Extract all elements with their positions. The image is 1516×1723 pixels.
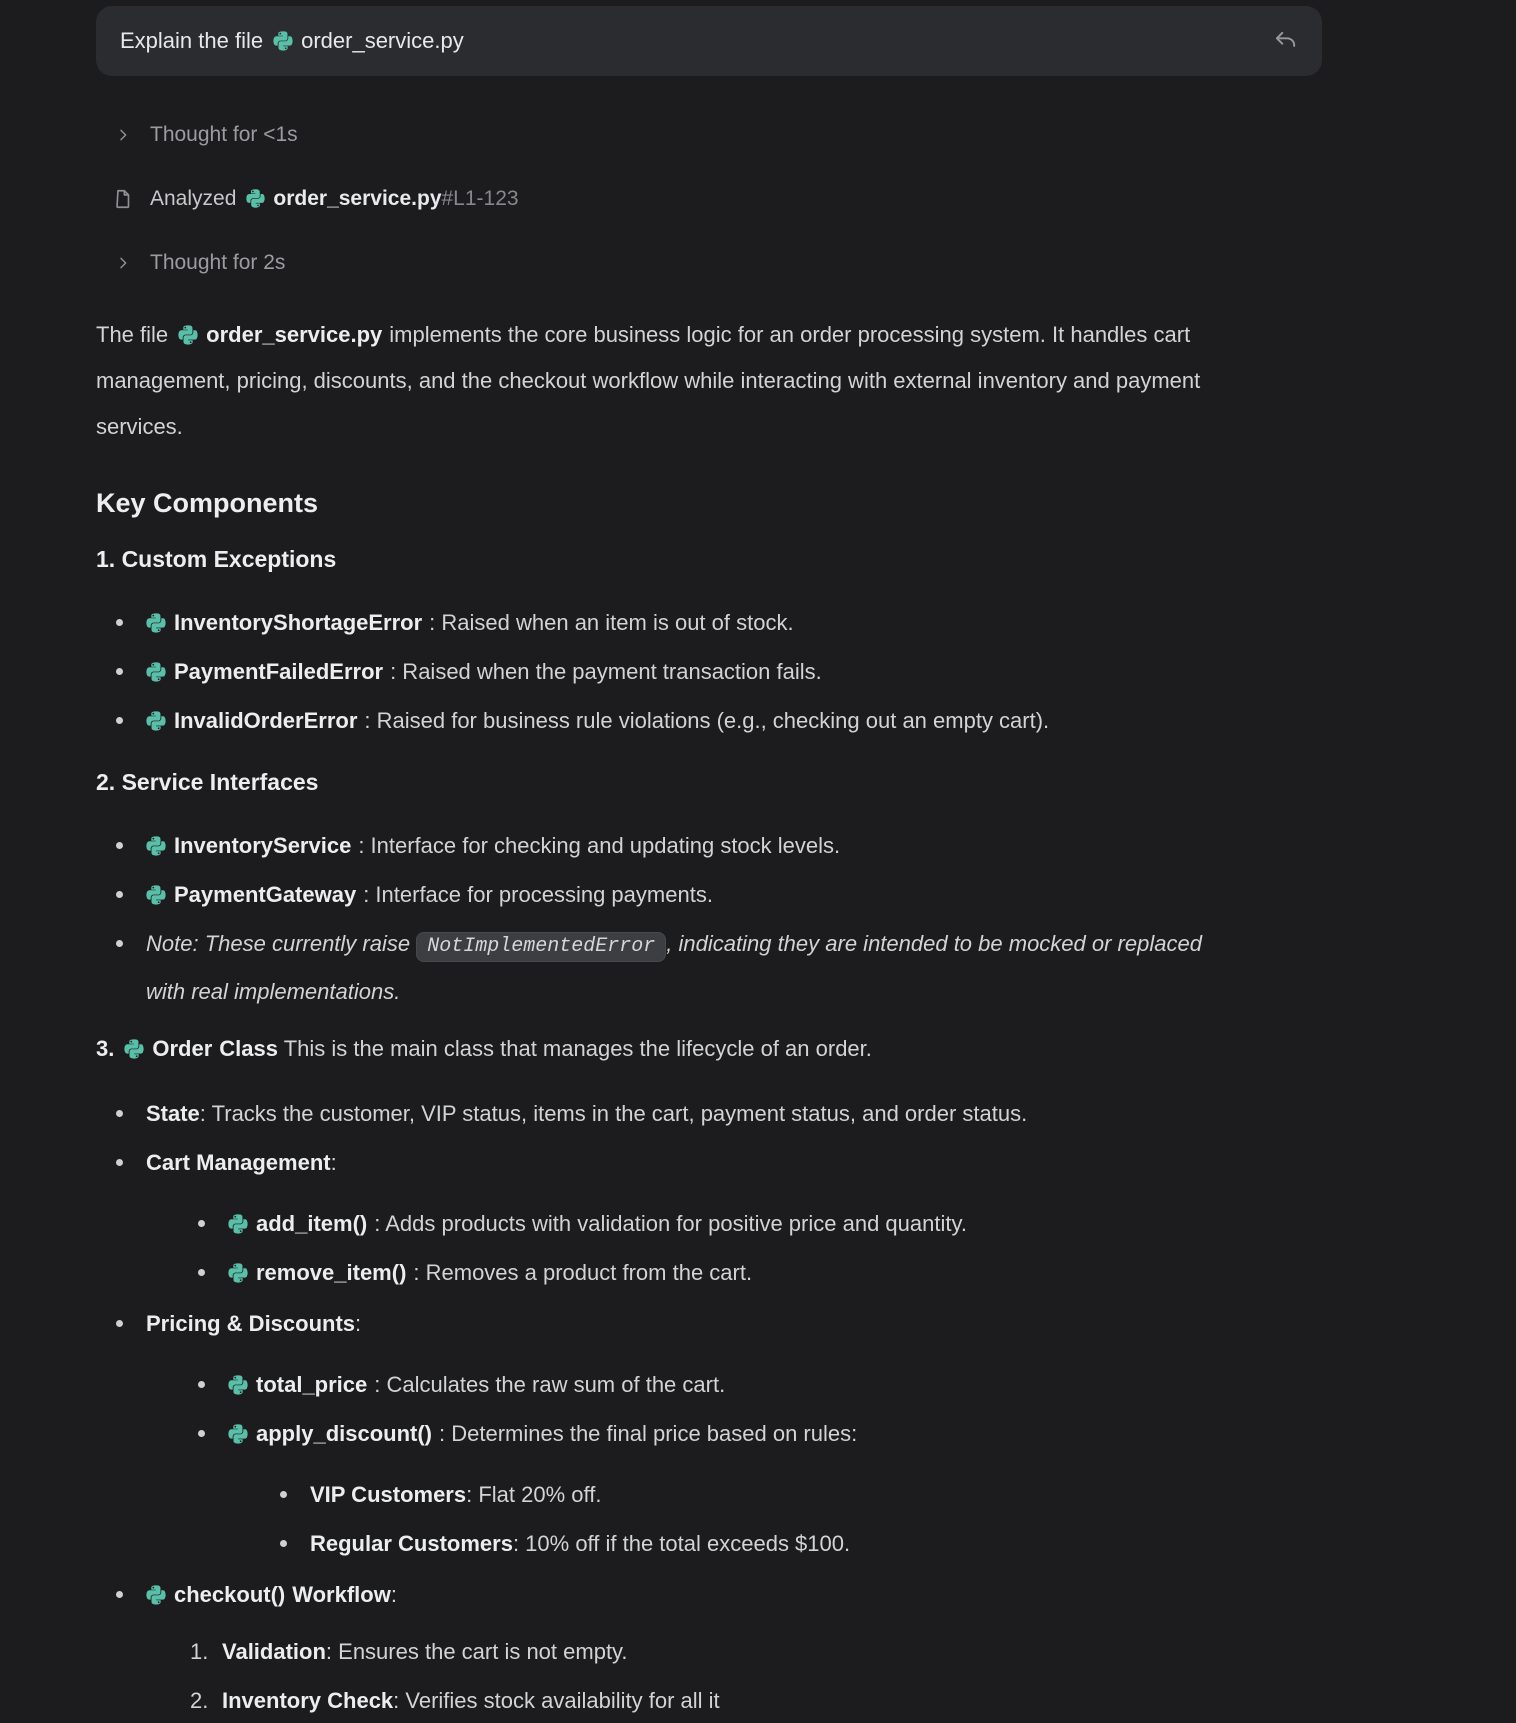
python-icon bbox=[246, 188, 265, 209]
symbol-chip[interactable] bbox=[146, 708, 357, 733]
symbol-chip-order[interactable] bbox=[114, 1036, 212, 1061]
custom-exceptions-list bbox=[96, 600, 1322, 743]
service-interfaces-list bbox=[96, 823, 1322, 1014]
pricing-sublist bbox=[178, 1362, 1322, 1566]
step-number: 1. bbox=[190, 1639, 209, 1664]
note-post: , indicating they are intended to be mocked or replaced with real implementations. bbox=[146, 931, 1202, 1004]
python-icon bbox=[146, 661, 166, 683]
list-item bbox=[96, 823, 1322, 868]
file-chip-order-service[interactable] bbox=[263, 28, 464, 54]
bullet-dot bbox=[198, 1430, 205, 1437]
bullet-dot bbox=[116, 1110, 123, 1117]
bullet-dot bbox=[116, 1159, 123, 1166]
thought-label: Thought for <1s bbox=[150, 123, 298, 146]
list-item bbox=[178, 1201, 1322, 1246]
list-item-cart-management bbox=[96, 1140, 1322, 1295]
symbol-chip[interactable] bbox=[228, 1421, 432, 1446]
heading-service-interfaces: 2. Service Interfaces bbox=[96, 769, 319, 795]
analyzed-file-name: order_service.py bbox=[273, 187, 442, 210]
item-desc: : Raised when the payment transaction fails. bbox=[390, 659, 822, 684]
cart-label: Cart Management bbox=[146, 1150, 331, 1175]
list-item-checkout-workflow bbox=[96, 1572, 1322, 1723]
list-item-pricing-discounts bbox=[96, 1301, 1322, 1566]
symbol-chip[interactable] bbox=[146, 610, 422, 635]
symbol-name: apply_discount() bbox=[256, 1421, 433, 1446]
chat-column bbox=[96, 6, 1322, 1723]
list-item-state bbox=[96, 1091, 1322, 1136]
bullet-dot bbox=[116, 842, 123, 849]
symbol-name: total_price bbox=[256, 1372, 368, 1397]
python-icon bbox=[124, 1038, 144, 1060]
item-desc: : Removes a product from the cart. bbox=[413, 1260, 753, 1285]
item-desc: : Raised when an item is out of stock. bbox=[429, 610, 794, 635]
step-label: Inventory Check bbox=[222, 1688, 394, 1713]
workflow-colon: : bbox=[390, 1582, 397, 1607]
item-desc: : Interface for processing payments. bbox=[363, 882, 713, 907]
item-desc: : Interface for checking and updating stock levels. bbox=[358, 833, 841, 858]
bullet-dot bbox=[198, 1269, 205, 1276]
bullet-dot bbox=[198, 1220, 205, 1227]
intro-paragraph bbox=[96, 312, 1246, 450]
bullet-dot bbox=[116, 891, 123, 898]
analyzed-line-range: #L1-123 bbox=[441, 187, 519, 210]
order-class-paragraph bbox=[96, 1026, 1322, 1071]
python-icon bbox=[146, 835, 166, 857]
order-class-list bbox=[96, 1091, 1322, 1723]
python-icon bbox=[178, 324, 198, 346]
user-message-bubble bbox=[96, 6, 1322, 76]
bullet-dot bbox=[280, 1540, 287, 1547]
symbol-name: InventoryShortageError bbox=[174, 610, 423, 635]
list-item bbox=[178, 1362, 1322, 1407]
symbol-chip-checkout[interactable] bbox=[146, 1582, 285, 1607]
symbol-name: add_item() bbox=[256, 1211, 368, 1236]
activity-steps bbox=[96, 120, 1322, 278]
file-chip-order-service[interactable] bbox=[168, 322, 382, 347]
heading-custom-exceptions: 1. Custom Exceptions bbox=[96, 546, 337, 572]
step-number: 2. bbox=[190, 1688, 209, 1713]
symbol-name: InvalidOrderError bbox=[174, 708, 358, 733]
symbol-chip[interactable] bbox=[228, 1260, 406, 1285]
rule-label: Regular Customers bbox=[310, 1531, 513, 1556]
python-icon bbox=[146, 1584, 166, 1606]
python-icon bbox=[146, 884, 166, 906]
order-class-text: This is the main class that manages the lifecycle of an order. bbox=[283, 1036, 872, 1061]
symbol-name: checkout() bbox=[174, 1582, 286, 1607]
symbol-name: PaymentGateway bbox=[174, 882, 357, 907]
list-item bbox=[96, 600, 1322, 645]
python-icon bbox=[146, 612, 166, 634]
analyzed-file-chip[interactable] bbox=[236, 187, 441, 211]
symbol-name: Order bbox=[152, 1036, 213, 1061]
state-desc: : Tracks the customer, VIP status, items in the cart, payment status, and order status. bbox=[199, 1101, 1028, 1126]
analyzed-file-row[interactable] bbox=[96, 184, 1322, 214]
item-number: 3. bbox=[96, 1036, 115, 1061]
item-desc: : Determines the final price based on rules: bbox=[439, 1421, 858, 1446]
chevron-right-icon bbox=[110, 127, 136, 143]
bullet-dot bbox=[116, 1591, 123, 1598]
thought-label: Thought for 2s bbox=[150, 251, 286, 274]
symbol-name: PaymentFailedError bbox=[174, 659, 384, 684]
python-icon bbox=[228, 1423, 248, 1445]
item-desc: : Raised for business rule violations (e.g., checking out an empty cart). bbox=[364, 708, 1050, 733]
pricing-label: Pricing & Discounts bbox=[146, 1311, 356, 1336]
order-class-bold: Class bbox=[219, 1036, 278, 1061]
symbol-chip[interactable] bbox=[228, 1372, 367, 1397]
rule-label: VIP Customers bbox=[310, 1482, 467, 1507]
bullet-dot bbox=[116, 940, 123, 947]
cart-colon: : bbox=[330, 1150, 337, 1175]
note-item bbox=[96, 921, 1216, 1014]
file-chip-label: order_service.py bbox=[206, 322, 383, 347]
rule-desc: : Flat 20% off. bbox=[466, 1482, 602, 1507]
step-desc: : Ensures the cart is not empty. bbox=[325, 1639, 628, 1664]
file-chip-label: order_service.py bbox=[301, 28, 464, 53]
item-desc: : Adds products with validation for positive price and quantity. bbox=[374, 1211, 967, 1236]
symbol-name: InventoryService bbox=[174, 833, 352, 858]
workflow-step bbox=[146, 1678, 1322, 1723]
list-item bbox=[260, 1521, 1322, 1566]
pricing-colon: : bbox=[355, 1311, 362, 1336]
list-item bbox=[178, 1411, 1322, 1566]
cart-management-sublist bbox=[178, 1201, 1322, 1295]
document-icon bbox=[110, 187, 136, 211]
python-icon bbox=[228, 1213, 248, 1235]
list-item bbox=[178, 1250, 1322, 1295]
thought-row-2[interactable] bbox=[96, 248, 1322, 278]
bullet-dot bbox=[116, 619, 123, 626]
bullet-dot bbox=[198, 1381, 205, 1388]
list-item bbox=[96, 698, 1322, 743]
item-desc: : Calculates the raw sum of the cart. bbox=[374, 1372, 726, 1397]
intro-post: implements the core business logic for an order processing system. It handles cart management, pricing, discounts, and the checkout workflow while interacting with external inventory and payment services. bbox=[96, 322, 1201, 439]
thought-row-1[interactable] bbox=[96, 120, 1322, 150]
workflow-steps-list bbox=[146, 1629, 1322, 1723]
assistant-response bbox=[96, 312, 1322, 1723]
discount-rules-sublist bbox=[260, 1472, 1322, 1566]
symbol-chip[interactable] bbox=[146, 833, 351, 858]
symbol-chip[interactable] bbox=[228, 1211, 367, 1236]
step-label: Validation bbox=[222, 1639, 326, 1664]
list-item bbox=[260, 1472, 1322, 1517]
symbol-chip[interactable] bbox=[146, 882, 356, 907]
bullet-dot bbox=[116, 668, 123, 675]
intro-pre: The file bbox=[96, 322, 169, 347]
undo-button[interactable] bbox=[1268, 24, 1302, 58]
rule-desc: : 10% off if the total exceeds $100. bbox=[512, 1531, 851, 1556]
list-item bbox=[96, 649, 1322, 694]
heading-key-components: Key Components bbox=[96, 488, 319, 518]
workflow-bold: Workflow bbox=[292, 1582, 391, 1607]
python-icon bbox=[228, 1374, 248, 1396]
note-pre: Note: These currently raise bbox=[146, 931, 411, 956]
bullet-dot bbox=[280, 1491, 287, 1498]
workflow-step bbox=[146, 1629, 1322, 1674]
python-icon bbox=[273, 30, 293, 52]
analyzed-label: Analyzed bbox=[150, 187, 237, 210]
step-desc: : Verifies stock availability for all it bbox=[393, 1688, 720, 1713]
symbol-name: remove_item() bbox=[256, 1260, 407, 1285]
symbol-chip[interactable] bbox=[146, 659, 383, 684]
list-item bbox=[96, 872, 1322, 917]
bullet-dot bbox=[116, 1320, 123, 1327]
bullet-dot bbox=[116, 717, 123, 724]
state-label: State bbox=[146, 1101, 200, 1126]
chevron-right-icon bbox=[110, 255, 136, 271]
python-icon bbox=[146, 710, 166, 732]
inline-code-chip: NotImplementedError bbox=[416, 932, 666, 962]
user-message-text: Explain the file bbox=[120, 28, 264, 53]
python-icon bbox=[228, 1262, 248, 1284]
undo-icon bbox=[1272, 28, 1298, 54]
